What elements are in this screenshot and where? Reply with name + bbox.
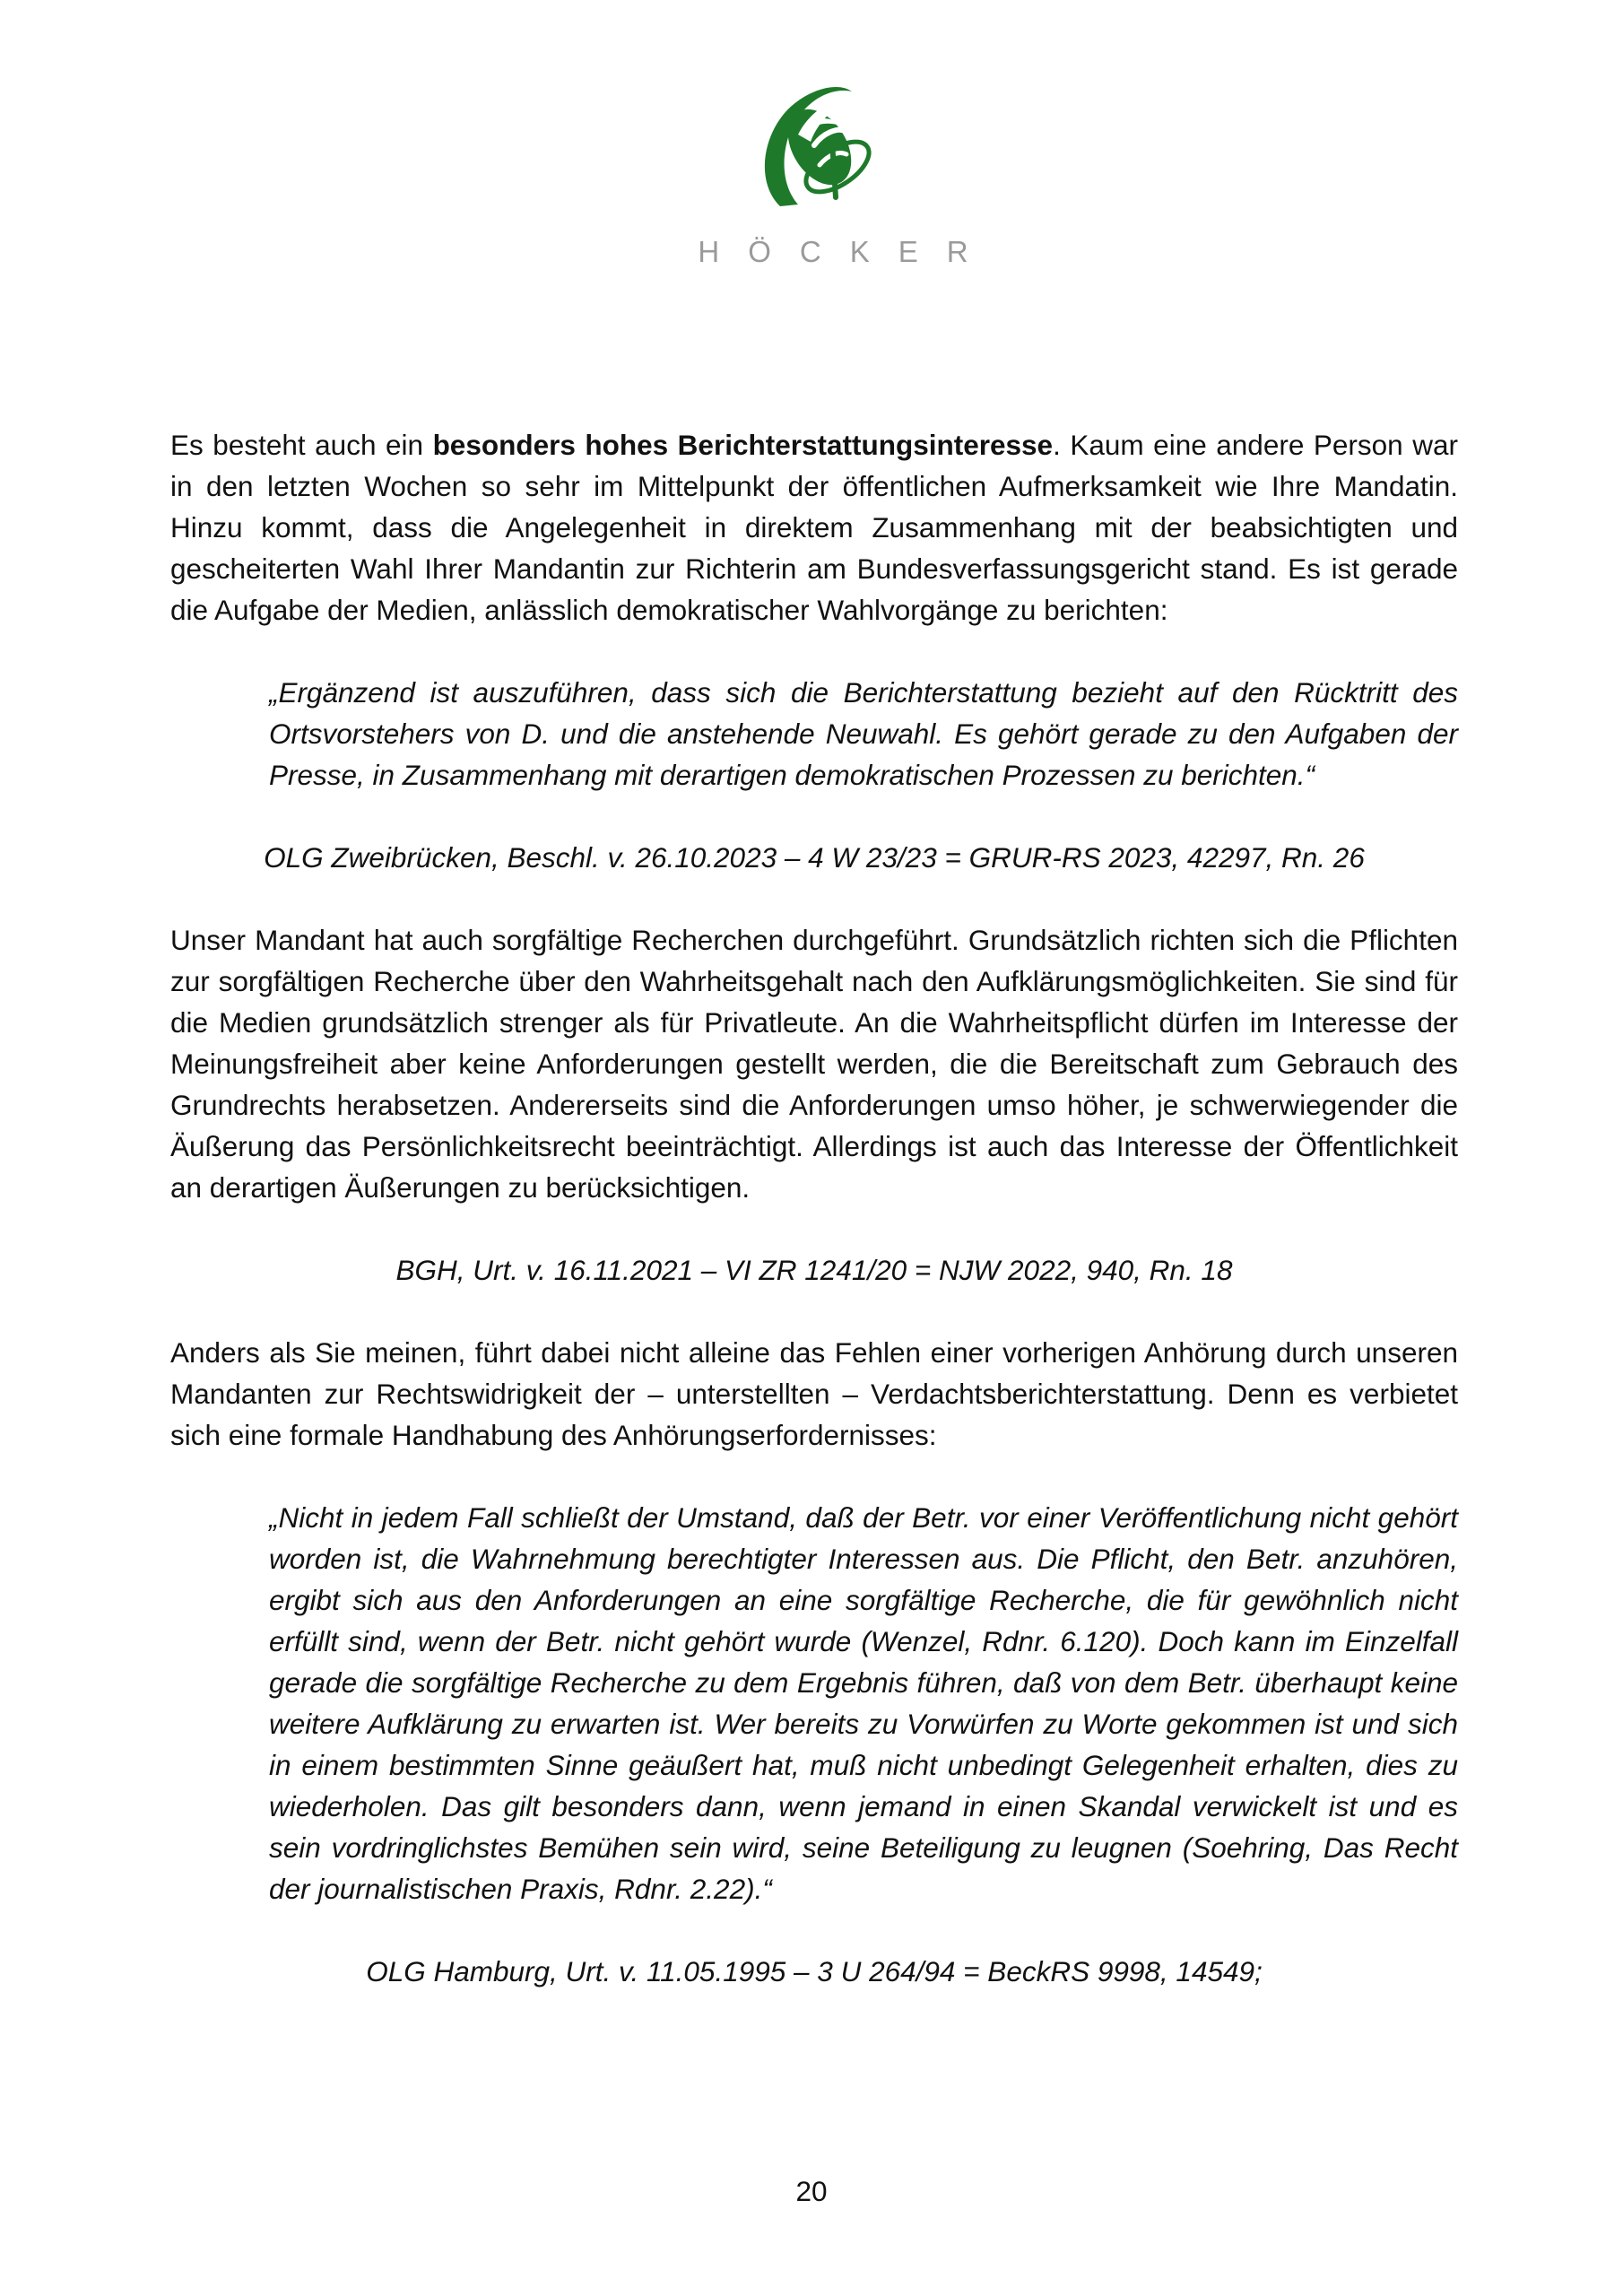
- page-number: 20: [795, 2175, 828, 2207]
- quote-olg-hamburg: „Nicht in jedem Fall schließt der Umstand, daß der Betr. vor einer Veröffentlichung nicht gehört worden ist, die Wahrnehmung berechtigter Interessen aus. Die Pflicht, den Betr. anzuhören, ergibt sich aus den Anforderungen an eine sorgfältige Recherche, die für gewöhnlich nicht erfüllt sind, wenn der Betr. nicht gehört wurde (Wenzel, Rdnr. 6.120). Doch kann im Einzelfall gerade die sorgfältige Recherche zu dem Ergebnis führen, daß von dem Betr. überhaupt keine weitere Aufklärung zu erwarten ist. Wer bereits zu Vorwürfen zu Worte gekommen ist und sich in einem bestimmten Sinne geäußert hat, muß nicht unbedingt Gelegenheit erhalten, dies zu wiederholen. Das gilt besonders dann, wenn jemand in einen Skandal verwickelt ist und es sein vordringlichstes Bemühen sein wird, seine Beteiligung zu leugnen (Soehring, Das Recht der journalistischen Praxis, Rdnr. 2.22).“: [269, 1501, 1458, 1905]
- spacer: [170, 1208, 1458, 1249]
- paragraph-reporting-interest: [170, 424, 1458, 631]
- citation-olg-hamburg: OLG Hamburg, Urt. v. 11.05.1995 – 3 U 264/94 = BeckRS 9998, 14549;: [366, 1955, 1263, 1987]
- citation-bgh: BGH, Urt. v. 16.11.2021 – VI ZR 1241/20 = NJW 2022, 940, Rn. 18: [395, 1254, 1233, 1286]
- quote-olg-zweibruecken: „Ergänzend ist auszuführen, dass sich die Berichterstattung bezieht auf den Rücktritt des Ortsvorstehers von D. und die anstehende Neuwahl. Es gehört gerade zu den Aufgaben der Presse, in Zusammenhang mit derartigen demokratischen Prozessen zu berichten.“: [269, 676, 1458, 791]
- letterhead-logo: [0, 79, 1623, 213]
- spacer: [170, 1291, 1458, 1332]
- paragraph-text: . Kaum eine andere Person war in den letzten Wochen so sehr im Mittelpunkt der öffentlichen Aufmerksamkeit wie Ihre Mandatin. Hinzu kommt, dass die Angelegenheit in direktem Zusammenhang mit der beabsichtigten und gescheiterten Wahl Ihrer Mandantin zur Richterin am Bundesverfassungsgericht stand. Es ist gerade die Aufgabe der Medien, anlässlich demokratischer Wahlvorgänge zu berichten:: [170, 429, 1458, 626]
- spacer: [170, 796, 1458, 837]
- paragraph-text: Es besteht auch ein: [170, 429, 433, 461]
- emphasis-reporting-interest: besonders hohes Berichterstattungsinteresse: [432, 429, 1054, 461]
- hoecker-leaf-monogram-icon: [744, 79, 879, 213]
- spacer: [170, 878, 1458, 919]
- spacer: [170, 631, 1458, 672]
- paragraph-hearing-requirement: Anders als Sie meinen, führt dabei nicht alleine das Fehlen einer vorherigen Anhörung durch unseren Mandanten zur Rechtswidrigkeit der – unterstellten – Verdachtsberichterstattung. Denn es verbietet sich eine formale Handhabung des Anhörungserfordernisses:: [170, 1336, 1458, 1451]
- spacer: [170, 1909, 1458, 1951]
- citation-olg-zweibruecken: OLG Zweibrücken, Beschl. v. 26.10.2023 – 4 W 23/23 = GRUR-RS 2023, 42297, Rn. 26: [264, 841, 1365, 874]
- letter-body: [170, 424, 1458, 1992]
- brand-wordmark: HÖCKER: [698, 235, 997, 268]
- paragraph-research-diligence: Unser Mandant hat auch sorgfältige Recherchen durchgeführt. Grundsätzlich richten sich die Pflichten zur sorgfältigen Recherche über den Wahrheitsgehalt nach den Aufklärungsmöglichkeiten. Sie sind für die Medien grundsätzlich strenger als für Privatleute. An die Wahrheitspflicht dürfen im Interesse der Meinungsfreiheit aber keine Anforderungen gestellt werden, die die Bereitschaft zum Gebrauch des Grundrechts herabsetzen. Andererseits sind die Anforderungen umso höher, je schwerwiegender die Äußerung das Persönlichkeitsrecht beeinträchtigt. Allerdings ist auch das Interesse der Öffentlichkeit an derartigen Äußerungen zu berücksichtigen.: [170, 924, 1458, 1204]
- spacer: [170, 1456, 1458, 1497]
